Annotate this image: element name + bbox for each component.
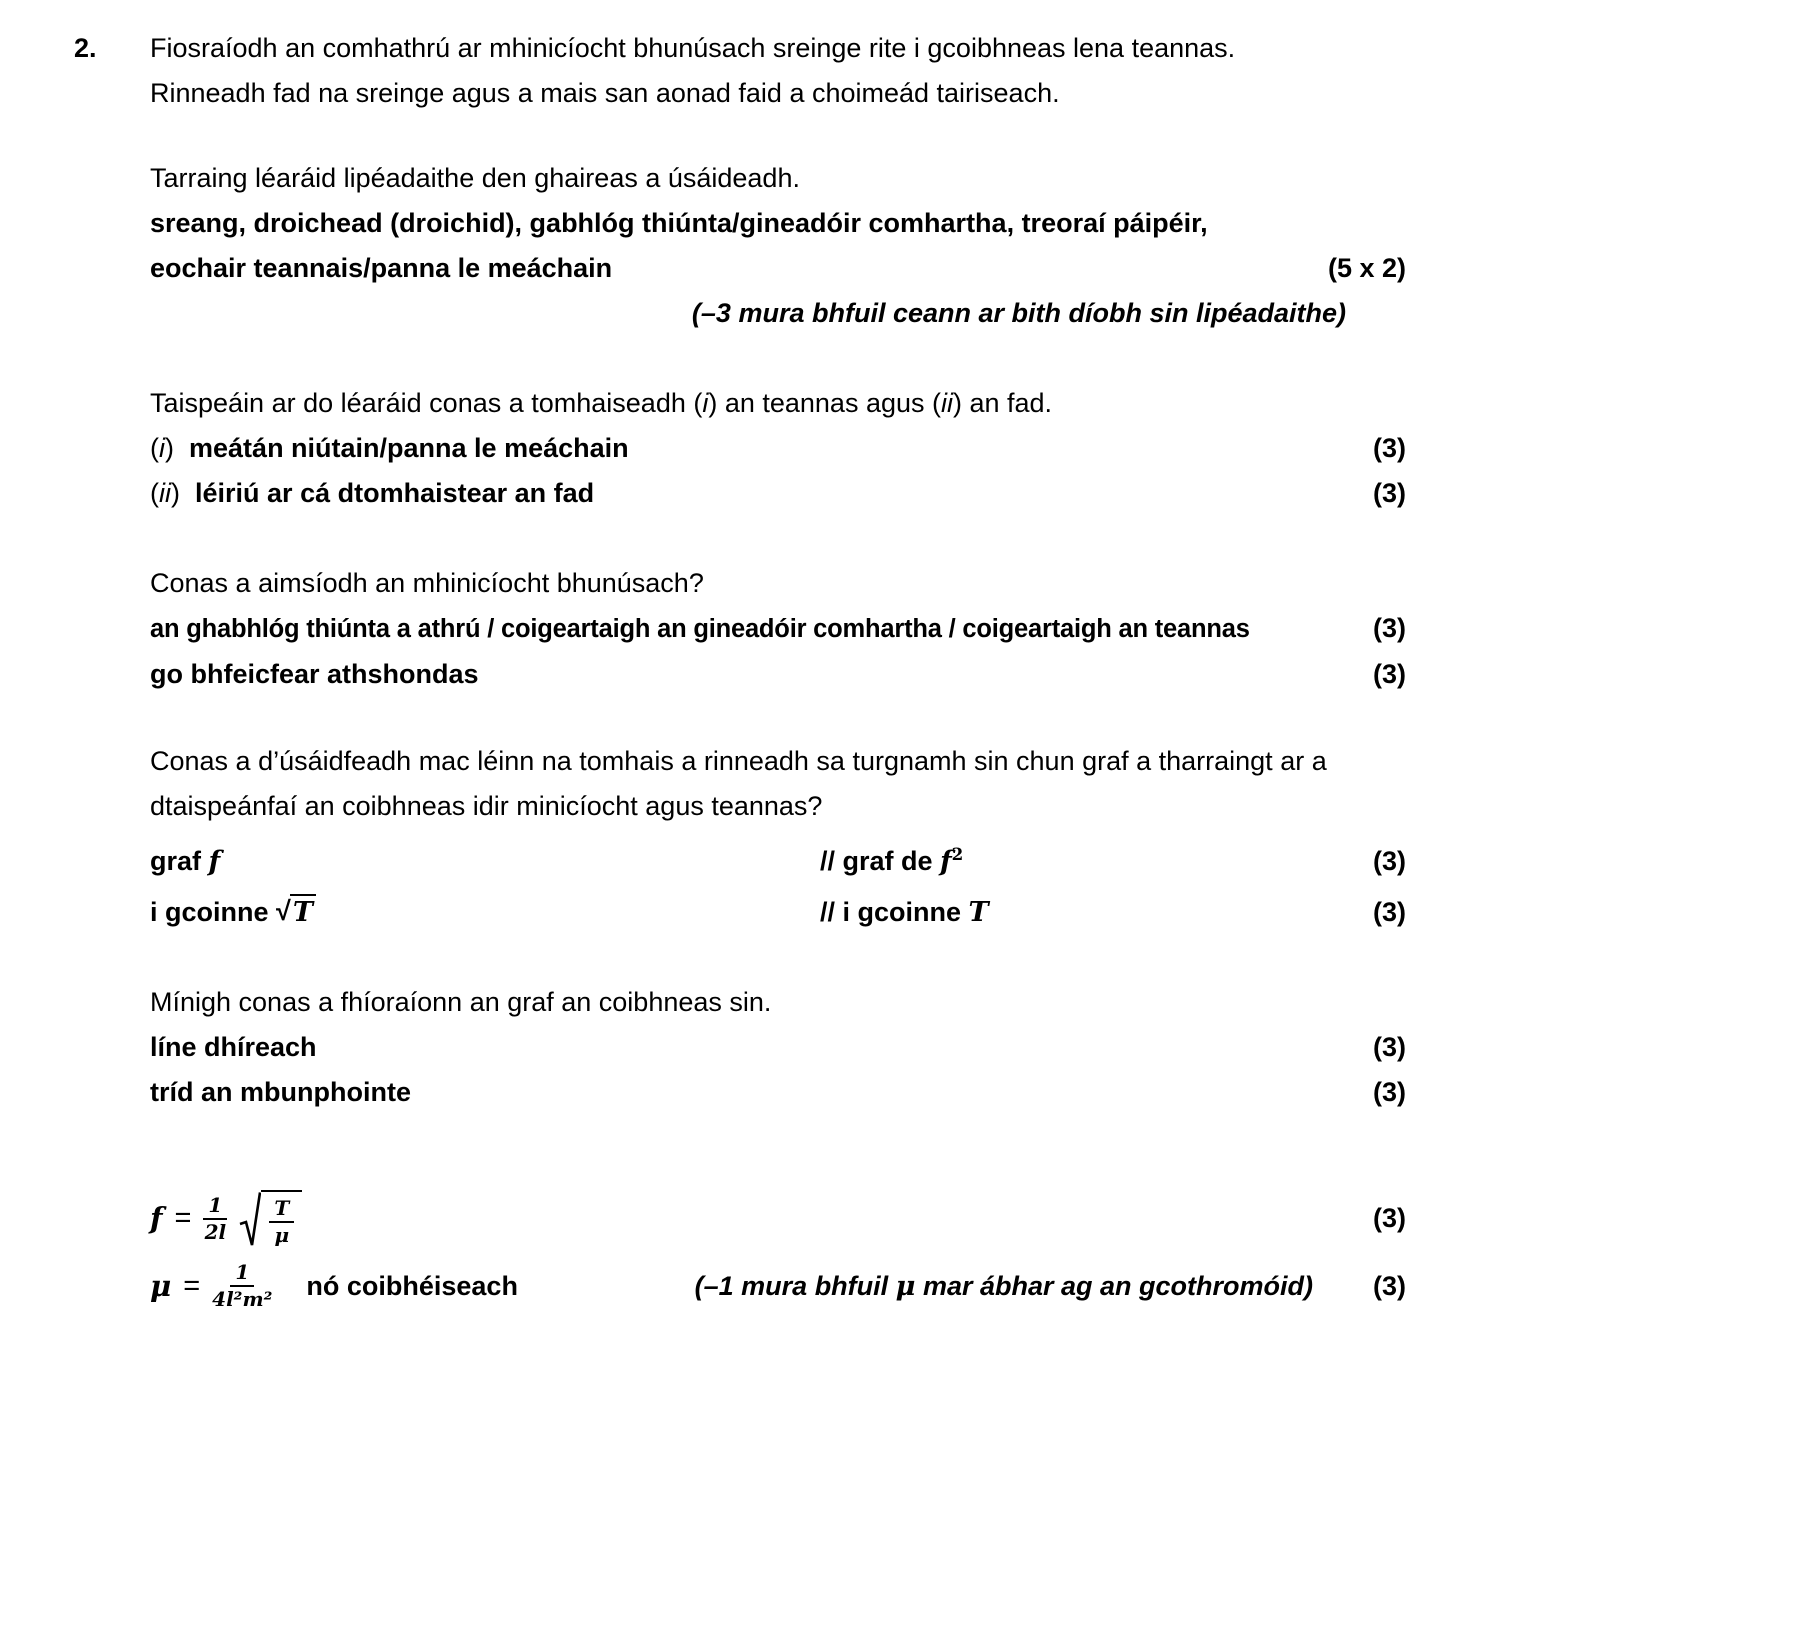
answer-text: // i gcoinne [820, 897, 969, 927]
verify-answer-1-row [150, 1025, 1406, 1070]
paren: ( [150, 433, 159, 463]
intro-line-1: Fiosraíodh an comhathrú ar mhinicíocht bhunúsach sreinge rite i gcoibhneas lena teannas. [150, 33, 1236, 63]
answer-text: líne dhíreach [150, 1032, 317, 1062]
formula-frequency [150, 1190, 302, 1247]
fraction-denominator: 4l²m² [212, 1287, 273, 1311]
prompt-segment: Taispeáin ar do léaráid conas a tomhaiseadh ( [150, 388, 703, 418]
overline [290, 894, 316, 927]
fraction-T-over-mu [269, 1197, 294, 1247]
radicand [261, 1190, 302, 1247]
measurement-item-2-text [150, 471, 594, 516]
section-verify [150, 980, 1406, 1115]
paren: ( [150, 478, 159, 508]
measurement-item-1-text [150, 426, 629, 471]
graph-right-option-2 [820, 887, 989, 938]
verify-prompt: Mínigh conas a fhíoraíonn an graf an coibhneas sin. [150, 987, 772, 1017]
question-number: 2. [74, 33, 97, 63]
marks-badge: (3) [1373, 897, 1406, 927]
section-apparatus [150, 156, 1406, 336]
answer-text: graf [150, 846, 209, 876]
sqrt-T-over-mu [239, 1190, 302, 1247]
question-content [150, 26, 1406, 1311]
math-superscript: 2 [951, 844, 964, 864]
answer-text: léiriú ar cá dtomhaistear an fad [195, 478, 595, 508]
math-T: T [292, 897, 313, 928]
math-f: f [208, 846, 221, 877]
answer-text: i gcoinne [150, 897, 277, 927]
prompt-segment: ) an teannas agus ( [708, 388, 941, 418]
item-roman-numeral: ii [159, 478, 171, 508]
apparatus-answer-line-2: eochair teannais/panna le meáchain [150, 253, 613, 283]
math-T: T [968, 897, 989, 928]
equals-sign: = [183, 1269, 201, 1302]
item-roman-numeral: i [159, 433, 165, 463]
sqrt-T-expression [276, 897, 316, 927]
marks-badge: (3) [1373, 1203, 1406, 1233]
marks-badge: (3) [1373, 659, 1406, 689]
equivalent-note: nó coibhéiseach [306, 1270, 518, 1301]
math-mu: μ [895, 1270, 916, 1302]
penalty-text: mar ábhar ag an gcothromóid) [915, 1270, 1313, 1301]
apparatus-answer-line-1: sreang, droichead (droichid), gabhlóg thiúnta/gineadóir comhartha, treoraí páipéir, [150, 208, 1208, 238]
marks-badge: (3) [1373, 1270, 1406, 1301]
prompt-italic-i: i [702, 388, 709, 418]
paren: ) [165, 433, 182, 463]
marks-badge: (3) [1373, 613, 1406, 643]
answer-text: go bhfeicfear athshondas [150, 659, 479, 689]
measurement-item-1 [150, 426, 1406, 471]
penalty-text: (–1 mura bhfuil [694, 1270, 896, 1301]
measurement-item-2 [150, 471, 1406, 516]
fraction-1-over-4l2m2 [212, 1261, 272, 1311]
marks-badge: (3) [1373, 433, 1406, 463]
marks-badge: (3) [1373, 1032, 1406, 1062]
prompt-italic-ii: ii [941, 388, 953, 418]
answer-text: meátán niútain/panna le meáchain [189, 433, 629, 463]
fundamental-prompt: Conas a aimsíodh an mhinicíocht bhunúsach? [150, 568, 704, 598]
prompt-segment: ) an fad. [953, 388, 1053, 418]
radical-sign: √ [276, 896, 291, 926]
formula-frequency-row [150, 1190, 1406, 1247]
graph-left-option-1 [150, 836, 820, 887]
apparatus-penalty-note: (–3 mura bhfuil ceann ar bith díobh sin lipéadaithe) [691, 298, 1346, 328]
section-fundamental-frequency [150, 561, 1406, 697]
intro-line-2: Rinneadh fad na sreinge agus a mais san aonad faid a choimeád tairiseach. [150, 78, 1060, 108]
graph-answer-row-1 [150, 829, 1406, 887]
section-graph [150, 739, 1406, 938]
fraction-denominator: 2l [204, 1219, 227, 1244]
fraction-numerator: T [269, 1197, 294, 1223]
apparatus-prompt: Tarraing léaráid lipéadaithe den ghaireas a úsáideadh. [150, 163, 800, 193]
equals-sign: = [174, 1202, 192, 1234]
answer-text: // graf de [820, 846, 941, 876]
fraction-1-over-2l [203, 1194, 227, 1244]
math-f: f [150, 1201, 163, 1235]
graph-left-option-2 [150, 887, 820, 937]
marks-badge: (5 x 2) [1327, 253, 1406, 283]
fundamental-answer-1-row [150, 606, 1406, 652]
section-measurements [150, 381, 1406, 516]
paren: ) [171, 478, 188, 508]
marks-badge: (3) [1373, 1077, 1406, 1107]
marks-badge: (3) [1373, 846, 1406, 876]
answer-text: an ghabhlóg thiúnta a athrú / coigeartaigh an gineadóir comhartha / coigeartaigh an teannas [150, 615, 1250, 643]
answer-text: tríd an mbunphointe [150, 1077, 411, 1107]
marks-badge: (3) [1373, 478, 1406, 508]
sqrt-radical-icon [239, 1191, 261, 1247]
math-f: f [940, 846, 952, 877]
formula-penalty-note [695, 1264, 1313, 1309]
verify-answer-2-row [150, 1070, 1406, 1115]
fundamental-answer-2-row [150, 652, 1406, 697]
graph-prompt: Conas a d’úsáidfeadh mac léinn na tomhais a rinneadh sa turgnamh sin chun graf a tharraingt ar a dtaispeánfaí an coibhneas idir minicíocht agus teannas? [150, 746, 1327, 821]
fraction-denominator: μ [274, 1223, 290, 1247]
math-mu: μ [150, 1268, 172, 1303]
fraction-numerator: 1 [230, 1261, 254, 1287]
formula-mu [150, 1261, 272, 1311]
graph-answer-row-2 [150, 887, 1406, 938]
fraction-numerator: 1 [203, 1194, 227, 1220]
apparatus-answer-row [150, 246, 1406, 291]
section-formulas [150, 1190, 1406, 1311]
formula-mu-row [150, 1261, 1406, 1311]
graph-right-option-1 [820, 829, 963, 887]
measurements-prompt [150, 381, 1406, 426]
